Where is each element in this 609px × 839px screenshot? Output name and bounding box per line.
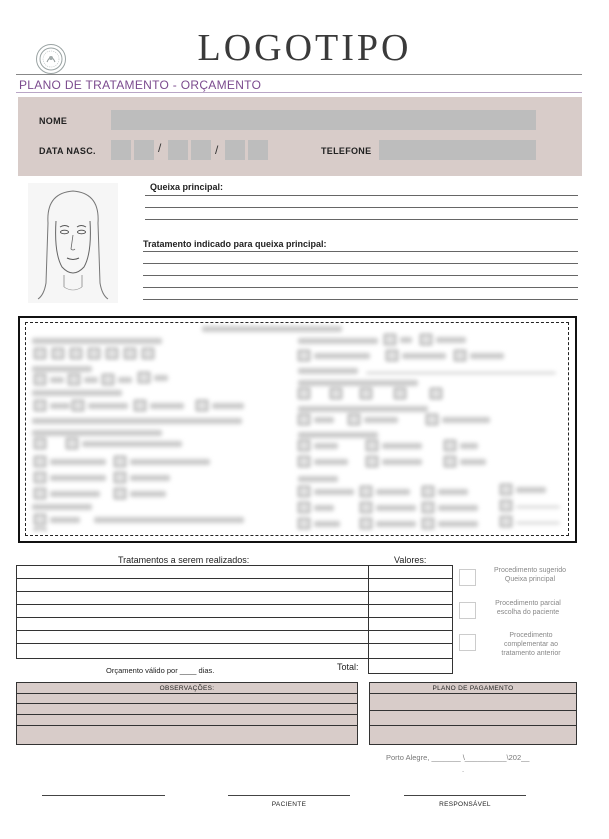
table-row[interactable] <box>16 643 453 644</box>
option-checkbox[interactable] <box>459 602 476 619</box>
responsible-label: RESPONSÁVEL <box>439 801 491 808</box>
name-field[interactable] <box>111 110 536 130</box>
total-cell-bottom <box>368 673 453 674</box>
table-left-border <box>16 565 17 659</box>
payment-line[interactable] <box>370 710 576 711</box>
indicated-treatment-label: Tratamento indicado para queixa principal: <box>143 239 327 249</box>
treatment-line[interactable] <box>143 263 578 264</box>
birth-date-label: DATA NASC. <box>39 146 96 156</box>
payment-plan-box <box>369 682 577 745</box>
table-row[interactable] <box>16 578 453 579</box>
treatment-line[interactable] <box>143 251 578 252</box>
budget-validity: Orçamento válido por ____ dias. <box>106 666 215 675</box>
option-label: Procedimento parcial escolha do paciente <box>495 600 561 616</box>
footer-dot: . <box>462 765 465 774</box>
responsible-signature-line[interactable] <box>404 795 526 796</box>
patient-signature-line[interactable] <box>228 795 350 796</box>
birth-year-digit-1[interactable] <box>225 140 245 160</box>
table-row[interactable] <box>16 591 453 592</box>
table-row[interactable] <box>16 658 453 659</box>
total-value-field[interactable] <box>369 660 452 673</box>
document-title: PLANO DE TRATAMENTO - ORÇAMENTO <box>19 78 262 92</box>
complaint-line[interactable] <box>145 219 578 220</box>
table-row[interactable] <box>16 630 453 631</box>
patient-info-band <box>18 97 582 176</box>
observation-line[interactable] <box>17 714 357 715</box>
birth-month-digit-1[interactable] <box>168 140 188 160</box>
payment-plan-title: PLANO DE PAGAMENTO <box>370 683 576 694</box>
blurred-assessment-content <box>30 326 564 531</box>
phone-field[interactable] <box>379 140 536 160</box>
option-checkbox[interactable] <box>459 569 476 586</box>
treatment-line[interactable] <box>143 275 578 276</box>
treatment-line[interactable] <box>143 287 578 288</box>
complaint-line[interactable] <box>145 207 578 208</box>
observation-line[interactable] <box>17 703 357 704</box>
option-checkbox[interactable] <box>459 634 476 651</box>
observations-box <box>16 682 358 745</box>
place-and-date: Porto Alegre, _______ \__________\202__ <box>386 753 530 762</box>
date-separator: / <box>215 143 219 157</box>
payment-line[interactable] <box>370 725 576 726</box>
face-sketch-icon <box>28 183 118 303</box>
patient-label: PACIENTE <box>271 801 307 808</box>
signature-line[interactable] <box>42 795 165 796</box>
logo-wordmark: LOGOTIPO <box>197 27 412 69</box>
values-header: Valores: <box>394 555 427 565</box>
table-row[interactable] <box>16 604 453 605</box>
header-divider <box>16 74 582 75</box>
complaint-line[interactable] <box>145 195 578 196</box>
option-label: Procedimento sugerido Queixa principal <box>494 567 566 583</box>
table-top-border <box>16 565 453 566</box>
main-complaint-label: Queixa principal: <box>150 182 224 192</box>
treatments-header: Tratamentos a serem realizados: <box>118 555 250 565</box>
treatment-line[interactable] <box>143 299 578 300</box>
birth-day-digit-2[interactable] <box>134 140 154 160</box>
observations-title: OBSERVAÇÕES: <box>17 683 357 694</box>
total-label: Total: <box>337 662 359 672</box>
option-label: Procedimento complementar ao tratamento anterior <box>501 632 561 657</box>
face-illustration <box>28 183 118 303</box>
date-separator: / <box>158 141 162 155</box>
phone-label: TELEFONE <box>321 146 372 156</box>
observation-line[interactable] <box>17 725 357 726</box>
birth-month-digit-2[interactable] <box>191 140 211 160</box>
birth-day-digit-1[interactable] <box>111 140 131 160</box>
title-divider <box>16 92 582 93</box>
table-row[interactable] <box>16 617 453 618</box>
birth-year-digit-2[interactable] <box>248 140 268 160</box>
name-label: NOME <box>39 116 68 126</box>
